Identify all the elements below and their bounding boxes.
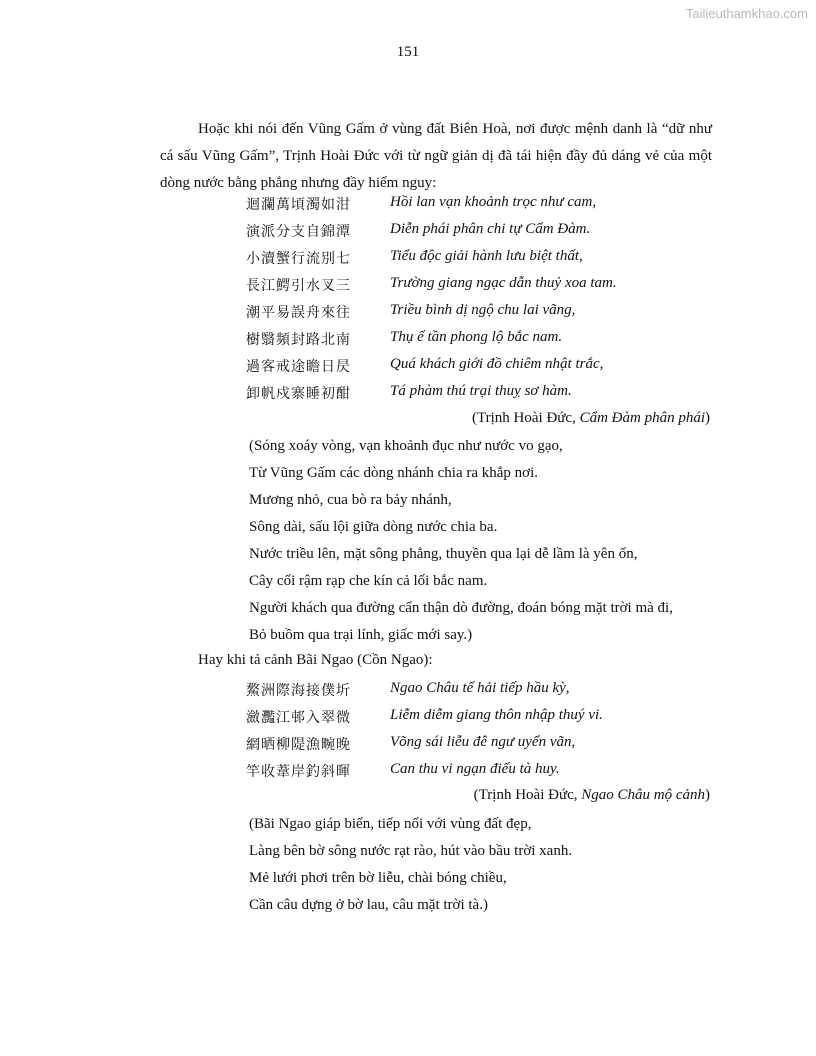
viet-verse: Can thu vi ngạn điếu tà huy.: [390, 761, 560, 777]
han-verse: 迴瀾萬頃濁如泔: [246, 197, 351, 213]
han-verse: 潮平易誤舟來往: [246, 305, 351, 321]
citation-author: (Trịnh Hoài Đức,: [473, 787, 582, 803]
viet-verse: Võng sái liễu đê ngư uyển vãn,: [390, 734, 576, 750]
citation-author: (Trịnh Hoài Đức,: [472, 410, 580, 426]
viet-verse: Quá khách giới đồ chiêm nhật trắc,: [390, 356, 604, 372]
viet-verse: Ngao Châu tế hải tiếp hầu kỳ,: [390, 680, 570, 696]
han-verse: 樹翳頻封路北南: [246, 332, 351, 348]
viet-verse: Diễn phái phân chi tự Cẩm Đàm.: [390, 221, 591, 237]
translation-line: Người khách qua đường cẩn thận dò đường, đoán bóng mặt trời mà đi,: [249, 600, 673, 616]
translation-line: Làng bên bờ sông nước rạt rào, hút vào bầu trời xanh.: [249, 843, 573, 859]
viet-verse: Thụ ế tần phong lộ bắc nam.: [390, 329, 563, 345]
intro-paragraph-block: [160, 116, 712, 197]
han-verse: 竿收葦岸釣斜暉: [246, 764, 351, 780]
poem-line: [0, 676, 816, 703]
translation-line: Từ Vũng Gấm các dòng nhánh chia ra khắp nơi.: [249, 465, 539, 481]
poem-line: [0, 298, 816, 325]
poem-line: [0, 757, 816, 784]
poem-citation: [472, 410, 710, 427]
citation-close: ): [705, 410, 710, 426]
viet-verse: Trường giang ngạc dẫn thuỷ xoa tam.: [390, 275, 617, 291]
viet-verse: Hồi lan vạn khoảnh trọc như cam,: [390, 194, 597, 210]
translation-line: Sông dài, sấu lội giữa dòng nước chia ba.: [249, 519, 498, 535]
translation-line: Nước triều lên, mặt sông phẳng, thuyền qua lại dễ lầm là yên ổn,: [249, 546, 638, 562]
translation-line: Cần câu dựng ở bờ lau, câu mặt trời tà.): [249, 897, 488, 913]
watermark: Tailieuthamkhao.com: [685, 6, 808, 21]
poem-line: [0, 730, 816, 757]
han-verse: 瀲灩江邨入翠微: [246, 710, 351, 726]
viet-verse: Liễm diễm giang thôn nhập thuý vi.: [390, 707, 603, 723]
han-verse: 鰲洲際海接僕圻: [246, 683, 351, 699]
translation-line: Mẻ lưới phơi trên bờ liễu, chài bóng chiều,: [249, 870, 507, 886]
poem-translation: [249, 433, 729, 649]
poem-line: [0, 217, 816, 244]
poem-line: [0, 379, 816, 406]
han-verse: 演派分支自錦潭: [246, 224, 351, 240]
poem-line: [0, 352, 816, 379]
citation-title: Ngao Châu mộ cảnh: [581, 787, 705, 803]
poem-citation: [474, 787, 710, 804]
han-verse: 網晒柳隄漁畹晚: [246, 737, 351, 753]
citation-close: ): [705, 787, 710, 803]
poem-line: [0, 703, 816, 730]
page-number: 151: [396, 44, 420, 60]
poem-line: [0, 325, 816, 352]
viet-verse: Tá phàm thú trại thuỵ sơ hàm.: [390, 383, 572, 399]
viet-verse: Tiểu độc giải hành lưu biệt thất,: [390, 248, 583, 264]
intro-paragraph: Hoặc khi nói đến Vũng Gấm ở vùng đất Biên Hoà, nơi được mệnh danh là “dữ như cá sấu Vũng Gấm”, Trịnh Hoài Đức với từ ngữ giản dị đã tái hiện đầy đủ dáng vẻ của một dòng nước bằng phẳng nhưng đầy hiểm nguy:: [160, 121, 712, 191]
han-verse: 小瀆蟹行流別七: [246, 251, 351, 267]
translation-line: Mương nhỏ, cua bò ra bảy nhánh,: [249, 492, 452, 508]
poem-cam-dam: [0, 190, 816, 406]
han-verse: 過客戒途瞻日昃: [246, 359, 351, 375]
poem-line: [0, 271, 816, 298]
poem-ngao-chau: [0, 676, 816, 784]
han-verse: 卸帆戍寨睡初酣: [246, 386, 351, 402]
intro-sentence: Hay khi tả cảnh Bãi Ngao (Cồn Ngao):: [198, 652, 433, 668]
translation-line: Cây cối rậm rạp che kín cả lối bắc nam.: [249, 573, 488, 589]
citation-title: Cẩm Đàm phân phái: [579, 410, 705, 426]
translation-line: (Sóng xoáy vòng, vạn khoảnh đục như nước vo gạo,: [249, 438, 563, 454]
viet-verse: Triều bình dị ngộ chu lai vãng,: [390, 302, 576, 318]
poem-translation: [249, 811, 729, 919]
translation-line: (Bãi Ngao giáp biển, tiếp nối với vùng đất đẹp,: [249, 816, 532, 832]
han-verse: 長江鰐引水叉三: [246, 278, 351, 294]
poem-line: [0, 190, 816, 217]
poem-line: [0, 244, 816, 271]
translation-line: Bỏ buồm qua trại lính, giấc mới say.): [249, 627, 473, 643]
